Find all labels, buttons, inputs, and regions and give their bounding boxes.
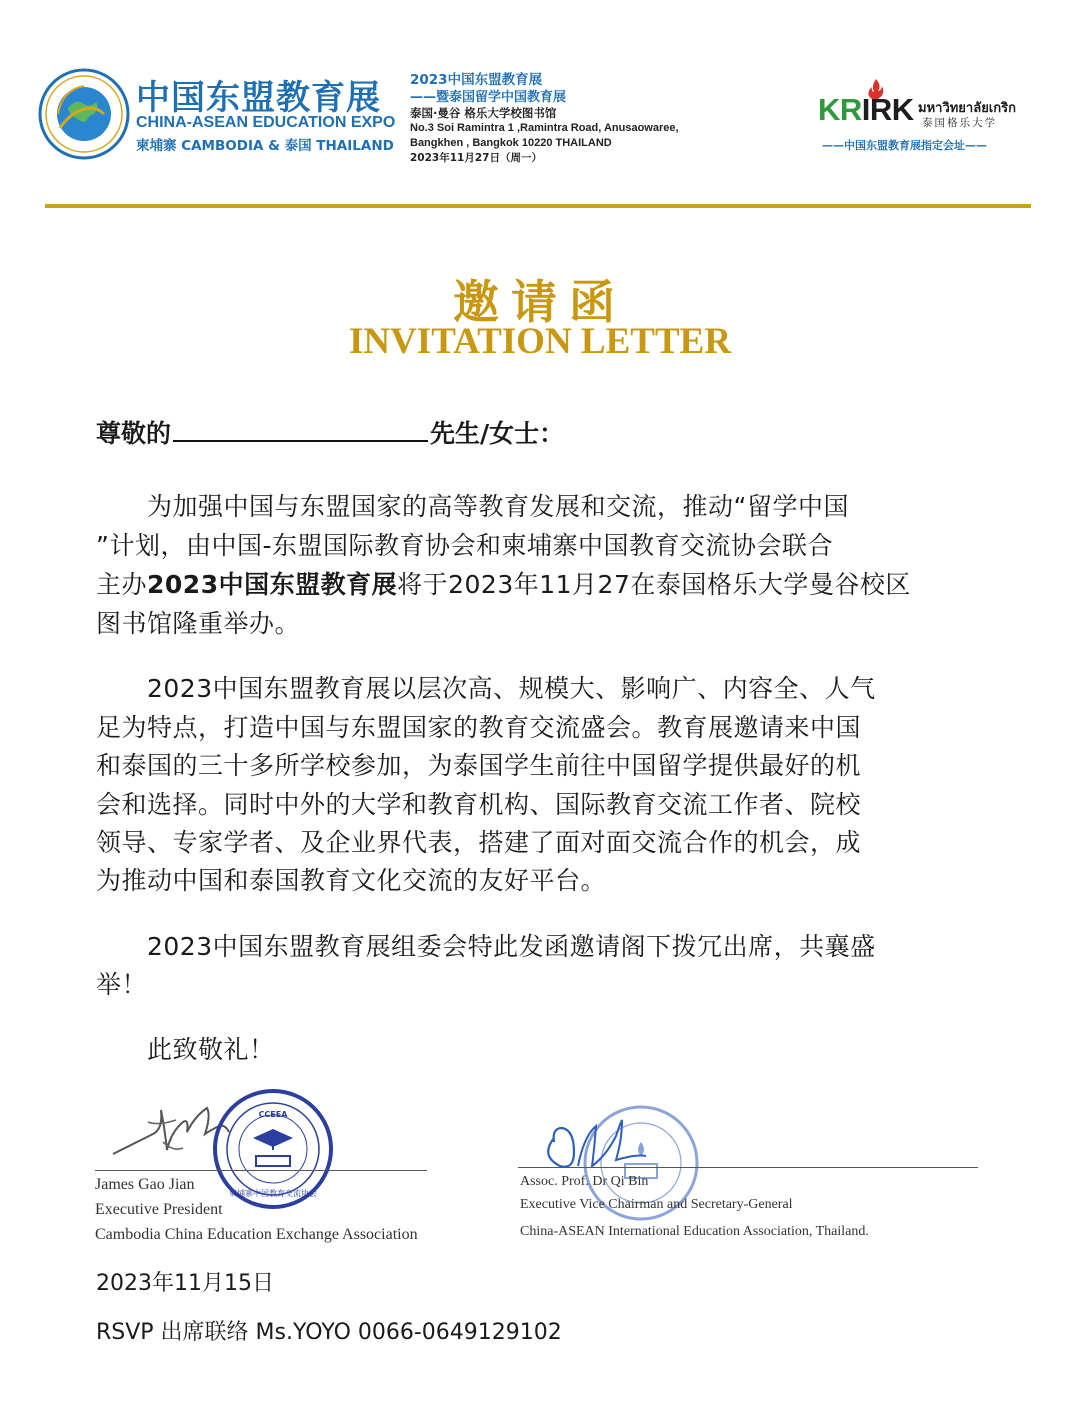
body-p2-line-3: 和泰国的三十多所学校参加，为泰国学生前往中国留学提供最好的机 — [96, 751, 862, 780]
expo-name-en: CHINA-ASEAN EDUCATION EXPO — [136, 114, 396, 131]
body-p3-line-1: 2023中国东盟教育展组委会特此发函邀请阁下拨冗出席，共襄盛 — [96, 932, 876, 961]
body-p1-line-3-pre: 主办 — [96, 570, 148, 599]
event-info-address-2: Bangkhen , Bangkok 10220 THAILAND — [410, 137, 612, 149]
body-p1-line-4: 图书馆隆重举办。 — [96, 609, 301, 638]
salutation-suffix: 先生/女士： — [430, 419, 565, 448]
salutation-prefix: 尊敬的 — [96, 419, 172, 448]
expo-name-emphasis: 2023中国东盟教育展 — [147, 570, 398, 599]
body-p2-line-1: 2023中国东盟教育展以层次高、规模大、影响广、内容全、人气 — [96, 674, 876, 703]
expo-subtitle: 柬埔寨 CAMBODIA & 泰国 THAILAND — [136, 138, 394, 154]
body-p3-line-2: 举！ — [96, 970, 148, 999]
signature-line-left — [95, 1170, 427, 1171]
salutation — [96, 414, 564, 450]
krirk-logo-dark-part: IRK — [861, 92, 914, 127]
event-info-address-1: No.3 Soi Ramintra 1 ,Ramintra Road, Anusaowaree, — [410, 122, 679, 134]
signer-right-title: Executive Vice Chairman and Secretary-General — [520, 1197, 793, 1212]
body-p2-line-5: 领导、专家学者、及企业界代表，搭建了面对面交流合作的机会，成 — [96, 828, 862, 857]
body-p1-line-3 — [96, 565, 911, 601]
cceea-seal-cn-text: 柬埔寨中国教育交流协会 — [229, 1189, 317, 1198]
closing-salute: 此致敬礼！ — [96, 1035, 275, 1064]
event-info-date: 2023年11月27日（周一） — [410, 152, 542, 164]
event-info-line-2: ——暨泰国留学中国教育展 — [410, 90, 567, 105]
body-p2-line-4: 会和选择。同时中外的大学和教育机构、国际教育交流工作者、院校 — [96, 790, 862, 819]
letter-date: 2023年11月15日 — [96, 1271, 274, 1296]
signature-line-right — [518, 1167, 978, 1168]
signature-right — [538, 1108, 668, 1180]
title-en: INVITATION LETTER — [348, 321, 732, 362]
event-info-block — [410, 72, 679, 166]
signer-left-org: Cambodia China Education Exchange Association — [95, 1226, 418, 1243]
krirk-thai-name: มหาวิทยาลัยเกริก — [918, 101, 1016, 116]
body-p2-line-2: 足为特点，打造中国与东盟国家的教育交流盛会。教育展邀请来中国 — [96, 713, 862, 742]
signer-left-name: James Gao Jian — [95, 1176, 195, 1193]
header-divider — [45, 204, 1031, 208]
body-p1-line-1: 为加强中国与东盟国家的高等教育发展和交流，推动“留学中国 — [96, 492, 849, 521]
event-info-line-1: 2023中国东盟教育展 — [410, 72, 543, 88]
event-info-venue: 泰国·曼谷 格乐大学校图书馆 — [410, 106, 557, 120]
expo-name-cn: 中国东盟教育展 — [136, 78, 381, 118]
krirk-cn-name: 泰国格乐大学 — [922, 117, 997, 129]
body-p1-line-2: ”计划，由中国-东盟国际教育协会和柬埔寨中国教育交流协会联合 — [96, 531, 833, 560]
krirk-venue-note: ——中国东盟教育展指定会址—— — [822, 139, 987, 152]
cceea-seal — [212, 1088, 334, 1210]
title-cn: 邀请函 — [453, 275, 627, 329]
krirk-logo-word — [818, 92, 914, 128]
cceea-seal-text: CCEEA — [258, 1110, 288, 1119]
signer-right-name: Assoc. Prof. Dr Qi Bin — [520, 1174, 649, 1189]
recipient-name-blank — [173, 418, 428, 442]
rsvp-contact: RSVP 出席联络 Ms.YOYO 0066-0649129102 — [96, 1320, 562, 1345]
signer-right-org: China-ASEAN International Education Association, Thailand. — [520, 1224, 869, 1239]
krirk-logo-green-part: KR — [818, 92, 862, 127]
signer-left-title: Executive President — [95, 1201, 223, 1218]
expo-globe-logo — [38, 68, 130, 160]
body-p2-line-6: 为推动中国和泰国教育文化交流的友好平台。 — [96, 866, 607, 895]
body-p1-line-3-post: 将于2023年11月27在泰国格乐大学曼谷校区 — [397, 570, 911, 599]
